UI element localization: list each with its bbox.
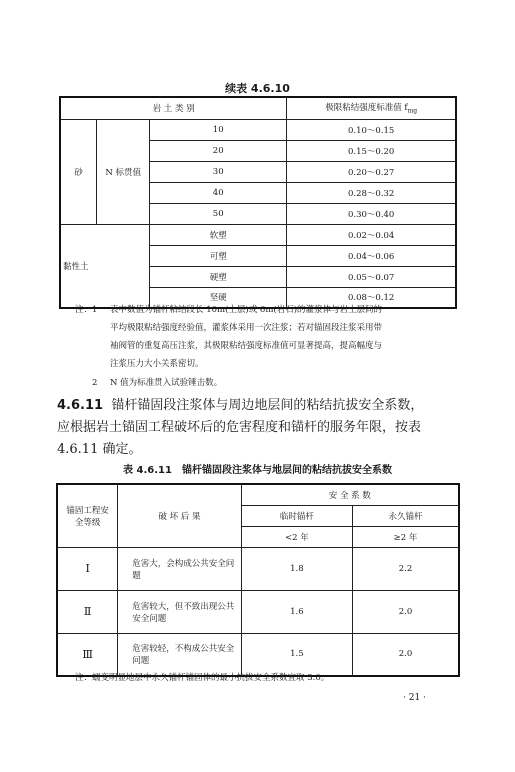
n-value: 30	[150, 161, 287, 182]
strength-value: 0.30～0.40	[287, 203, 456, 224]
note1-line: 表中数值为锚杆粘结段长 10m(土层)或 6m(岩石)的灌浆体与岩土层间的	[110, 305, 383, 315]
bond-strength-table	[59, 96, 457, 309]
table2-title: 表 4.6.11 锚杆锚固段注浆体与地层间的粘结抗拔安全系数	[123, 465, 392, 476]
strength-value: 0.15～0.20	[287, 140, 456, 161]
n-value: 10	[150, 119, 287, 140]
n-label: N 标贯值	[97, 119, 150, 224]
strength-value: 0.20～0.27	[287, 161, 456, 182]
clay-state: 可塑	[150, 245, 287, 266]
strength-value: 0.10～0.15	[287, 119, 456, 140]
section-4-6-11	[57, 395, 423, 417]
failure-consequence: 危害大，会构成公共安全问题	[118, 547, 241, 590]
section-text: 锚杆锚固段注浆体与周边地层间的粘结抗拔安全系数，	[111, 398, 424, 413]
table1-title: 续表 4.6.10	[225, 82, 290, 95]
header-temporary-period: <2 年	[241, 526, 352, 547]
strength-value: 0.02～0.04	[287, 224, 456, 245]
failure-consequence: 危害较大，但不致出现公共安全问题	[118, 590, 241, 633]
strength-value: 0.05～0.07	[287, 266, 456, 287]
clay-state: 软塑	[150, 224, 287, 245]
temporary-factor: 1.5	[241, 633, 352, 676]
strength-value: 0.08～0.12	[287, 287, 456, 308]
header-safety: 安 全 系 数	[241, 484, 459, 505]
clay-state: 硬塑	[150, 266, 287, 287]
section-number: 4.6.11	[57, 398, 104, 413]
note1-prefix: 注：1	[75, 305, 98, 315]
header-permanent: 永久锚杆	[353, 505, 459, 526]
safety-grade: Ⅰ	[57, 547, 118, 590]
permanent-factor: 2.0	[353, 590, 459, 633]
permanent-factor: 2.2	[353, 547, 459, 590]
temporary-factor: 1.8	[241, 547, 352, 590]
sand-label: 砂	[60, 119, 97, 224]
note2-line: N 值为标准贯入试验锤击数。	[110, 378, 223, 388]
page-number: · 21 ·	[403, 693, 426, 703]
header-soil: 岩 土 类 别	[60, 97, 287, 119]
note1-line: 平均极限粘结强度经验值，灌浆体采用一次注浆；若对锚固段注浆采用带	[110, 323, 383, 333]
clay-label: 黏性土	[60, 224, 150, 308]
strength-value: 0.04～0.06	[287, 245, 456, 266]
n-value: 40	[150, 182, 287, 203]
header-temporary: 临时锚杆	[241, 505, 352, 526]
note2-number: 2	[92, 378, 98, 388]
temporary-factor: 1.6	[241, 590, 352, 633]
header-grade: 锚固工程安全等级	[57, 484, 118, 547]
table2-note: 注：蠕变明显地层中永久锚杆锚固体的最小抗拔安全系数宜取 3.0。	[75, 673, 330, 683]
header-consequence: 破 坏 后 果	[118, 484, 241, 547]
section-text: 4.6.11 确定。	[57, 442, 142, 457]
safety-grade: Ⅲ	[57, 633, 118, 676]
header-permanent-period: ≥2 年	[353, 526, 459, 547]
safety-grade: Ⅱ	[57, 590, 118, 633]
note1-line: 袖阀管的重复高压注浆，其极限粘结强度标准值可显著提高，提高幅度与	[110, 341, 383, 351]
safety-factor-table	[56, 483, 460, 677]
n-value: 20	[150, 140, 287, 161]
permanent-factor: 2.0	[353, 633, 459, 676]
note1-line: 注浆压力大小关系密切。	[110, 359, 204, 369]
strength-value: 0.28～0.32	[287, 182, 456, 203]
n-value: 50	[150, 203, 287, 224]
clay-state: 坚硬	[150, 287, 287, 308]
failure-consequence: 危害较轻，不构成公共安全问题	[118, 633, 241, 676]
header-value: 极限粘结强度标准值 $f_{mg}$	[287, 97, 456, 119]
section-text: 应根据岩土锚固工程破坏后的危害程度和锚杆的服务年限，按表	[57, 420, 422, 435]
